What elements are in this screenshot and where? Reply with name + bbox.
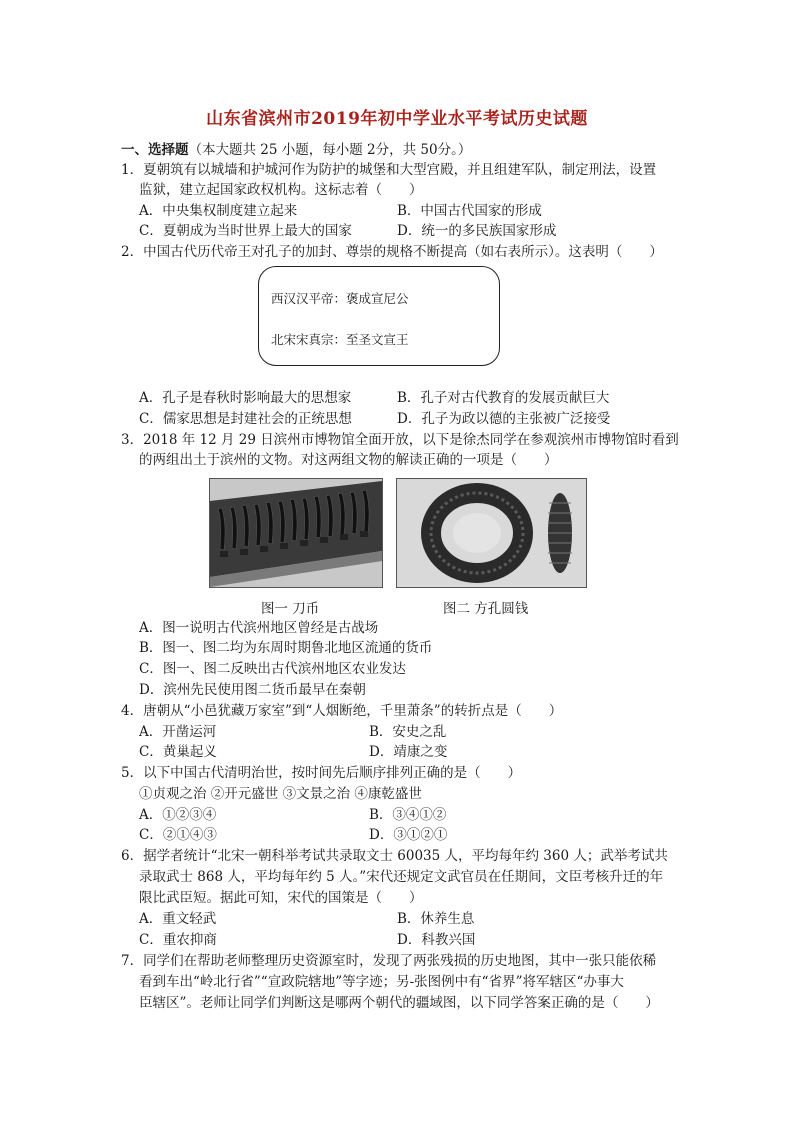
q6-option-b: B．休养生息 xyxy=(397,911,475,927)
q3-option-c: C．图一、图二反映出古代滨州地区农业发达 xyxy=(139,661,406,677)
q4-option-c: C．黄巢起义 xyxy=(139,744,217,760)
q6-option-d: D．科教兴国 xyxy=(397,932,476,948)
q3-stem-line2: 的两组出土于滨州的文物。对这两组文物的解读正确的一项是（ ） xyxy=(139,452,558,468)
q2-stem: 2．中国古代历代帝王对孔子的加封、尊崇的规格不断提高（如右表所示）。这表明（ ） xyxy=(121,244,663,260)
q1-option-c: C．夏朝成为当时世界上最大的国家 xyxy=(139,223,352,239)
q4-option-b: B．安史之乱 xyxy=(369,724,447,740)
q2-box-line2: 北宋宋真宗：至圣文宣王 xyxy=(271,332,409,347)
q5-option-b: B．③④①② xyxy=(369,807,447,823)
q2-option-a: A．孔子是春秋时影响最大的思想家 xyxy=(139,390,352,406)
q2-box-line1: 西汉汉平帝：褒成宣尼公 xyxy=(271,291,409,306)
q5-option-c: C．②①④③ xyxy=(139,827,217,843)
q1-option-a: A．中央集权制度建立起来 xyxy=(139,203,298,219)
q6-stem-line3: 限比武臣短。据此可知，宋代的国策是（ ） xyxy=(139,890,423,906)
round-coin-image xyxy=(397,479,586,587)
q3-option-d: D．滨州先民使用图二货币最早在秦朝 xyxy=(139,682,366,698)
q7-stem-line2: 看到车出“岭北行省”“宣政院辖地”等字迹；另-张图例中有“省界”将军辖区“办事大 xyxy=(139,974,624,990)
q3-stem-line1: 3．2018 年 12 月 29 日滨州市博物馆全面开放，以下是徐杰同学在参观滨州市博物馆时看到 xyxy=(121,432,679,448)
q2-option-d: D．孔子为政以德的主张被广泛接受 xyxy=(397,411,611,427)
q4-option-a: A．开凿运河 xyxy=(139,724,217,740)
page-title: 山东省滨州市2019年初中学业水平考试历史试题 xyxy=(206,109,588,129)
q3-option-a: A．图一说明古代滨州地区曾经是古战场 xyxy=(139,620,379,636)
q1-stem-line1: 1．夏朝筑有以城墙和护城河作为防护的城堡和大型宫殿，并且组建军队，制定刑法，设置 xyxy=(121,162,657,178)
q7-stem-line3: 臣辖区”。老师让同学们判断这是哪两个朝代的疆域图，以下同学答案正确的是（ ） xyxy=(139,995,659,1011)
q6-stem-line2: 录取武士 868 人，平均每年约 5 人。”宋代还规定文武官员在任期间，文臣考核升迁的年 xyxy=(139,869,664,885)
figure1-caption: 图一 刀币 xyxy=(261,601,320,617)
q5-option-a: A．①②③④ xyxy=(139,807,217,823)
figure2-caption: 图二 方孔圆钱 xyxy=(443,601,529,617)
q7-stem-line1: 7．同学们在帮助老师整理历史资源室时，发现了两张残损的历史地图，其中一张只能依稀 xyxy=(121,953,657,969)
q1-option-d: D．统一的多民族国家形成 xyxy=(397,223,557,239)
q5-stem: 5．以下中国古代清明治世，按时间先后顺序排列正确的是（ ） xyxy=(121,765,522,781)
q3-option-b: B．图一、图二均为东周时期鲁北地区流通的货币 xyxy=(139,640,433,656)
q1-option-b: B．中国古代国家的形成 xyxy=(397,203,542,219)
section-heading: 一、选择题 xyxy=(121,142,189,158)
knife-coin-image xyxy=(210,479,382,587)
knife-coin-photo xyxy=(209,478,383,588)
section-header xyxy=(121,140,471,160)
q4-option-d: D．靖康之变 xyxy=(369,744,448,760)
q2-option-b: B．孔子对古代教育的发展贡献巨大 xyxy=(397,390,610,406)
q4-stem: 4．唐朝从“小邑犹藏万家室”到“人烟断绝，千里萧条”的转折点是（ ） xyxy=(121,703,563,719)
q5-option-d: D．③①②① xyxy=(369,827,448,843)
round-coin-photo xyxy=(396,478,587,588)
q5-items: ①贞观之治 ②开元盛世 ③文景之治 ④康乾盛世 xyxy=(139,786,422,802)
q6-option-c: C．重农抑商 xyxy=(139,932,217,948)
section-note: （本大题共 25 小题，每小题 2分，共 50分。） xyxy=(188,142,472,158)
q1-stem-line2: 监狱，建立起国家政权机构。这标志着（ ） xyxy=(139,182,423,198)
q2-info-box xyxy=(258,266,500,366)
q2-option-c: C．儒家思想是封建社会的正统思想 xyxy=(139,411,352,427)
q6-stem-line1: 6．据学者统计“北宋一朝科举考试共录取文士 60035 人，平均每年约 360 人；武举考试共 xyxy=(121,848,668,864)
q6-option-a: A．重文轻武 xyxy=(139,911,217,927)
